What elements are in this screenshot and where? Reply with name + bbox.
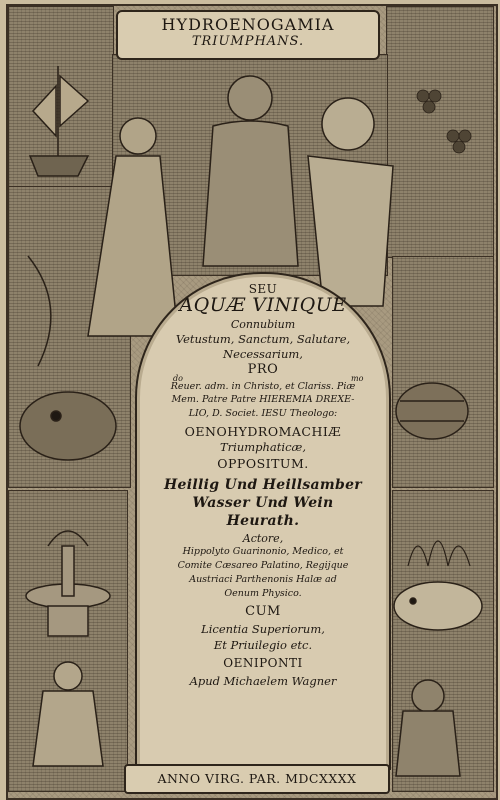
superscript-do: do [173,374,183,383]
flames-icon [408,541,470,566]
engraved-frontispiece [6,4,498,800]
tablet-line: Apud Michaelem Wagner [189,674,337,688]
tablet-line: Oenum Physico. [224,588,302,599]
superscript-mo: mo [351,374,364,383]
imprint-cartouche [124,764,390,794]
imprint-text: ANNO VIRG. PAR. MDCXXXX [157,771,357,786]
tablet-line: OENOHYDROMACHIÆ [184,424,342,439]
barrel-icon [396,383,468,439]
tablet-line: Et Priuilegio etc. [213,638,313,652]
grapes-icon [417,90,471,153]
tablet-line: Licentia Superiorum, [201,622,325,636]
tablet-line: AQUÆ VINIQUE [179,294,347,316]
tablet-line: CUM [245,604,281,619]
tablet-line: Actore, [242,532,284,545]
tablet-line: Comite Cæsareo Palatino, Regijque [177,560,349,571]
fountain-icon [26,531,110,636]
boar-icon [394,582,482,630]
tablet-line: PRO [247,362,279,377]
tablet-line: Austriaci Parthenonis Halæ ad [189,574,337,585]
central-tablet [135,272,391,770]
seated-figure-icon [33,662,103,766]
tablet-line: OENIPONTI [223,656,303,670]
priest-figure-icon [203,76,298,266]
satyr-figure-icon [396,680,460,776]
tablet-line: SEU [248,282,278,296]
tablet-text [137,274,389,768]
tablet-line: Mem. Patre Patre HIEREMIA DREXE- [171,394,355,405]
title-cartouche [116,10,380,60]
tablet-line: Connubium [230,318,296,331]
tablet-line: LIO, D. Societ. IESU Theologo: [188,408,338,419]
title-line-1: HYDROENOGAMIA [161,15,335,34]
tablet-line: Reuer. adm. in Christo, et Clariss. Piæ [170,381,356,392]
tablet-line: Heillig Und Heillsamber [164,477,362,493]
tablet-line: Necessarium, [223,347,303,361]
title-line-2: TRIUMPHANS. [191,34,305,49]
tablet-line: Wasser Und Wein [192,495,334,511]
tablet-line: Triumphaticæ, [220,440,306,454]
tablet-line: Vetustum, Sanctum, Salutare, [175,332,351,346]
tablet-line: OPPOSITUM. [217,456,309,471]
tablet-line: Heurath. [226,513,300,529]
ship-icon [30,66,88,176]
tablet-line: Hippolyto Guarinonio, Medico, et [182,546,344,557]
